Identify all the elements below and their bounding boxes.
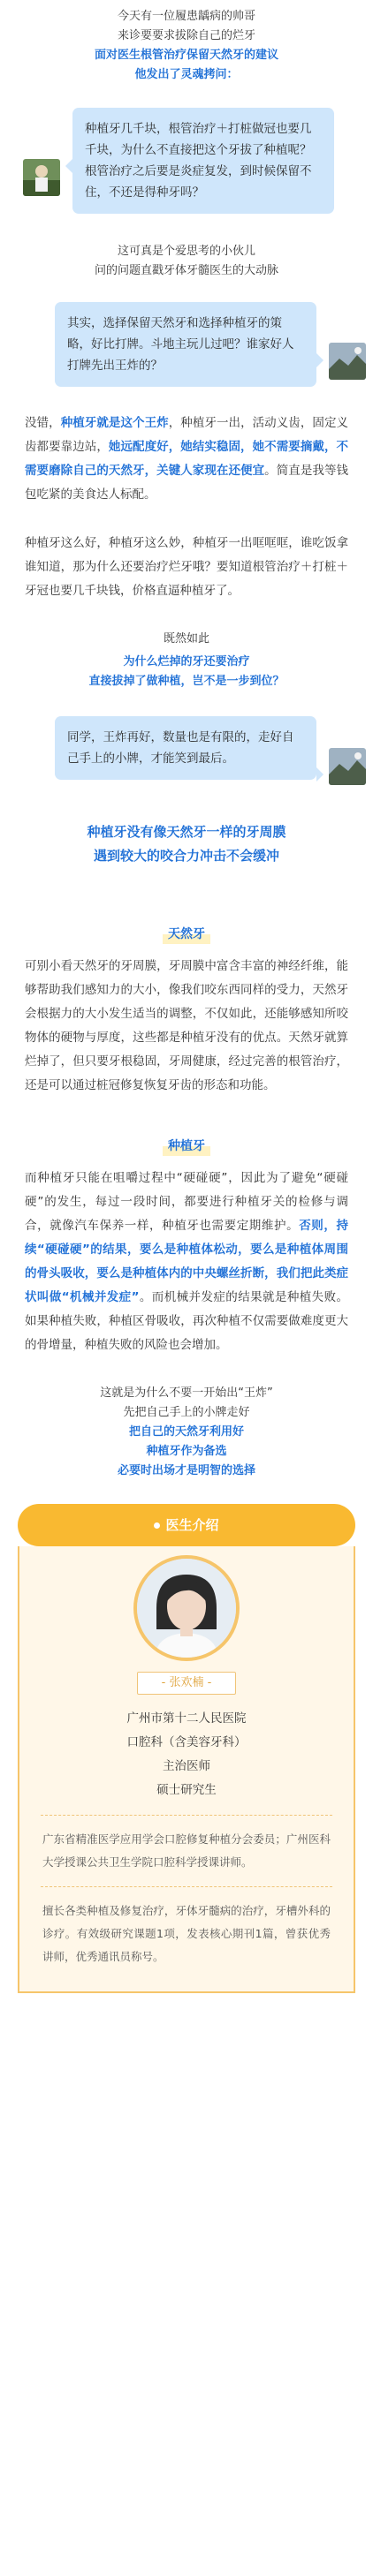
patient-avatar (23, 159, 60, 196)
transition-line: 问的问题直戳牙体牙髓医生的大动脉 (94, 264, 278, 277)
doctor-intro-header (18, 1504, 355, 1546)
chat-message-doctor (0, 716, 373, 785)
doctor-info-line: 硕士研究生 (156, 1783, 217, 1797)
chat-message-patient (0, 108, 373, 214)
transition-text (0, 630, 373, 691)
chat-bubble: 其实，选择保留天然牙和选择种植牙的策略，好比打牌。斗地主玩儿过吧？谁家好人打牌先出王炸的？ (55, 302, 316, 387)
closing-line: 这就是为什么不要一开始出“王炸” (100, 1386, 273, 1400)
highlight-run: 否则，持续“硬碰硬”的结果，要么是种植体松动，要么是种植体周围的骨头吸收，要么是种植体内的中央螺丝折断，我们把此类症状叫做“机械并发症” (25, 1219, 349, 1304)
text-run: 。而机械并发症的结果就是种植失败。如果种植失败，种植区骨吸收，再次种植不仅需要做难度更大的骨增量，种植失败的风险也会增加。 (25, 1290, 348, 1352)
closing-highlight-line: 必要时出场才是明智的选择 (117, 1464, 255, 1477)
intro-line: 来诊要要求拔除自己的烂牙 (117, 29, 255, 42)
body-paragraph (0, 1167, 373, 1357)
doctor-info (19, 1707, 354, 1802)
section-tag-label: 天然牙 (163, 923, 210, 944)
dot-icon (154, 1522, 160, 1529)
chat-bubble: 种植牙几千块，根管治疗＋打桩做冠也要几千块，为什么不直接把这个牙拔了种植呢？根管治疗之后要是炎症复发，到时候保留不住，不还是得种牙吗？ (72, 108, 334, 214)
closing-highlight-line: 种植牙作为备选 (146, 1445, 227, 1458)
divider (41, 1886, 332, 1887)
highlight-run: 种植牙就是这个王炸 (60, 416, 169, 430)
body-paragraph: 可别小看天然牙的牙周膜，牙周膜中富含丰富的神经纤维，能够帮助我们感知力的大小，像我们咬东西同样的受力，天然牙会根据力的大小发生适当的调整，不仅如此，还能够感知所咬物体的硬物与厚度，这些都是种植牙没有的优点。天然牙就算烂掉了，但只要牙根稳固，牙周健康，经过完善的根管治疗，还是可以通过桩冠修复恢复牙齿的形态和功能。 (25, 959, 348, 1092)
doctor-specialty: 擅长各类种植及修复治疗，牙体牙髓病的治疗，牙槽外科的诊疗。有效级研究课题1项，发表核心期刊1篇，曾获优秀讲师，优秀通讯员称号。 (42, 1904, 331, 1963)
closing-highlight-line: 把自己的天然牙利用好 (128, 1425, 244, 1439)
intro-highlight-line: 面对医生根管治疗保留天然牙的建议 (94, 49, 278, 62)
doctor-photo (133, 1555, 240, 1661)
intro-highlight-line: 他发出了灵魂拷问： (134, 68, 239, 81)
intro-line: 今天有一位履患龋病的帅哥 (117, 10, 255, 23)
doctor-intro-label: 医生介绍 (165, 1517, 219, 1533)
transition-line: 这可真是个爱思考的小伙儿 (117, 245, 255, 258)
doctor-info-line: 广州市第十二人民医院 (126, 1711, 247, 1726)
closing-line: 先把自己手上的小牌走好 (123, 1406, 250, 1419)
text-run: 而种植牙只能在咀嚼过程中“硬碰硬”，因此为了避免“硬碰硬”的发生，每过一段时间，都要进行种植牙关的检修与调合，就像汽车保养一样，种植牙也需要定期维护。 (25, 1171, 348, 1233)
doctor-name: - 张欢楠 - (137, 1672, 236, 1695)
transition-line: 既然如此 (163, 632, 209, 646)
section-heading-line: 种植牙没有像天然牙一样的牙周膜 (87, 824, 286, 840)
body-paragraph: 种植牙这么好，种植牙这么妙，种植牙一出哐哐哐，谁吃饭拿谁知道，那为什么还要治疗烂牙哦？要知道根管治疗＋打桩＋牙冠也要几千块钱，价格直逼种植牙了。 (25, 536, 348, 598)
transition-highlight-line: 直接拔掉了做种植，岂不是一步到位？ (88, 675, 285, 688)
doctor-name-text: 张欢楠 (169, 1676, 204, 1689)
text-run: 。简直是我等钱包吃紧的美食达人标配。 (25, 464, 349, 502)
body-paragraph (0, 412, 373, 507)
transition-highlight-line: 为什么烂掉的牙还要治疗 (123, 655, 250, 669)
section-heading-line: 遇到较大的咬合力冲击不会缓冲 (93, 848, 279, 864)
doctor-intro-title (18, 1515, 355, 1534)
doctor-info-line: 口腔科（含美容牙科） (126, 1735, 247, 1749)
section-heading (0, 820, 373, 868)
text-run: 没错， (25, 416, 61, 430)
section-tag-label: 种植牙 (163, 1135, 210, 1156)
doctor-card (18, 1546, 355, 1993)
section-tag-implant (0, 1135, 373, 1156)
intro-text (0, 7, 373, 85)
doctor-info-line: 主治医师 (163, 1759, 210, 1773)
chat-bubble: 同学，王炸再好，数量也是有限的，走好自己手上的小牌，才能笑到最后。 (55, 716, 316, 780)
text-run: ，种植牙一出，活动义齿，固定义齿都要靠边站， (25, 416, 349, 454)
chat-message-doctor (0, 302, 373, 387)
divider (41, 1815, 332, 1816)
highlight-run: 她远配度好，她结实稳固，她不需要摘戴，不需要磨除自己的天然牙，关键人家现在还便宜 (25, 440, 349, 478)
closing-text (0, 1384, 373, 1481)
transition-text (0, 242, 373, 281)
section-tag-natural-tooth (0, 923, 373, 944)
doctor-avatar (329, 343, 366, 380)
doctor-bio: 广东省精准医学应用学会口腔修复种植分会委员；广州医科大学授课公共卫生学院口腔科学授课讲师。 (42, 1832, 331, 1869)
doctor-avatar (329, 748, 366, 785)
